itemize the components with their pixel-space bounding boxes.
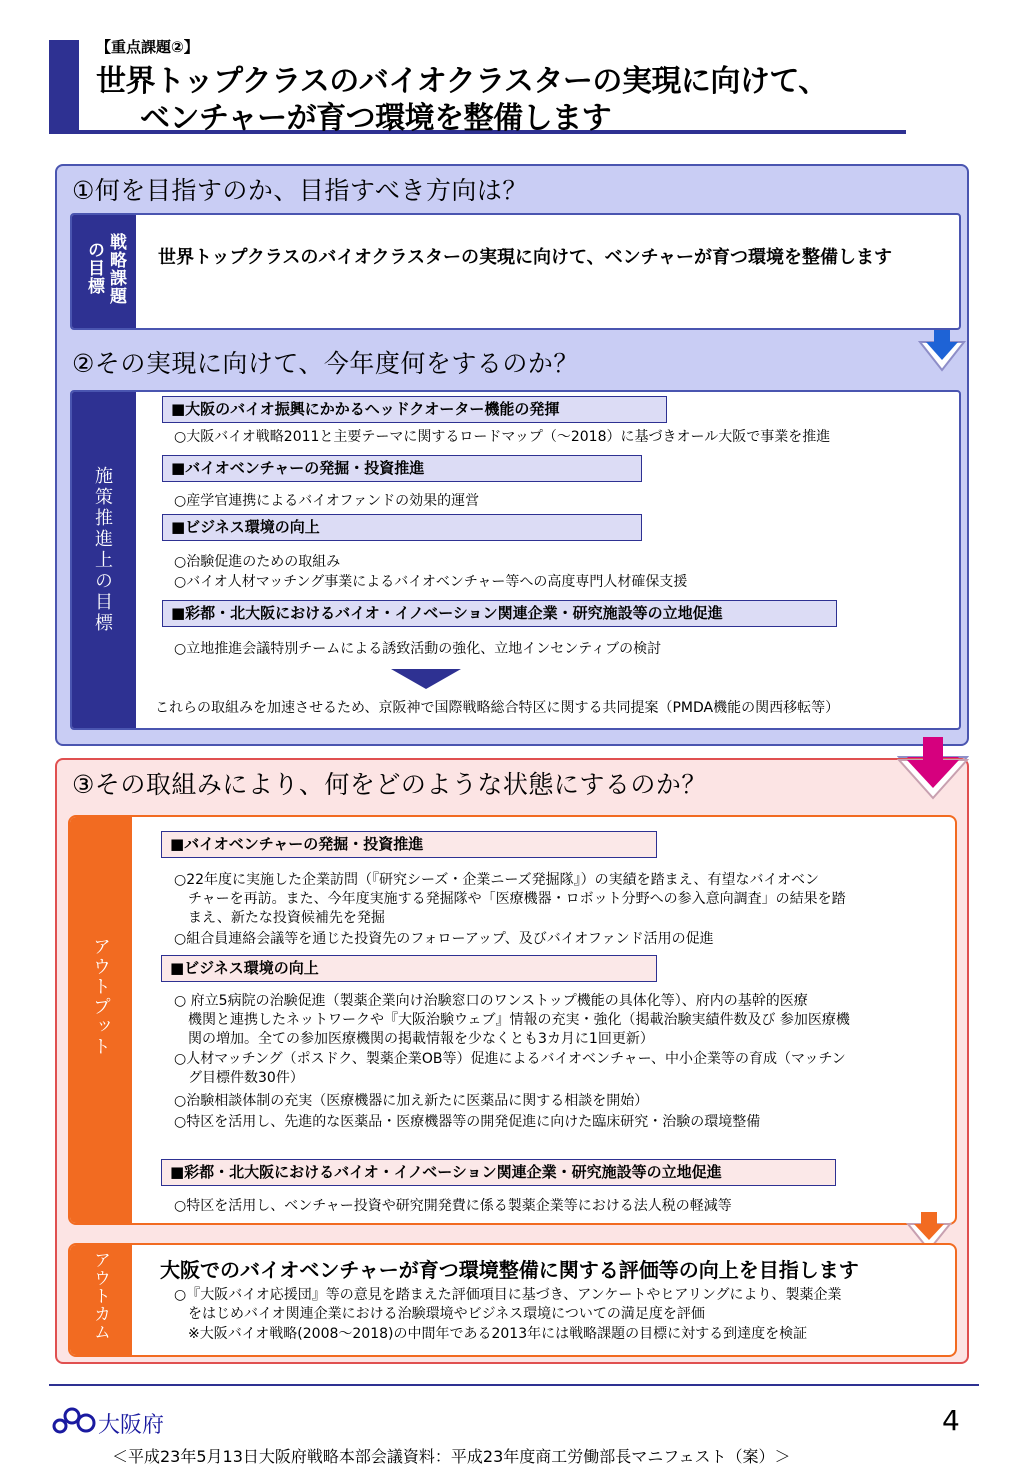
page-number: 4 — [942, 1404, 960, 1437]
output-item-text: 関の増加。全ての参加医療機関の掲載情報を少なくとも3カ月に1回更新） — [174, 1031, 654, 1047]
output-item-text: ○特区を活用し、ベンチャー投資や研究開発費に係る製薬企業等における法人税の軽減等 — [174, 1198, 732, 1214]
policy-item-text: ○産学官連携によるバイオファンドの効果的運営 — [174, 493, 480, 509]
outcome-text: をはじめバイオ関連企業における治験環境やビジネス環境についての満足度を評価 — [174, 1306, 705, 1322]
output-item-header: ■ビジネス環境の向上 — [161, 955, 657, 982]
section2-title: ②その実現に向けて、今年度何をするのか？ — [72, 349, 579, 378]
policy-item-header: ■バイオベンチャーの発掘・投資推進 — [162, 455, 642, 482]
output-item-text: ○治験相談体制の充実（医療機器に加え新たに医薬品に関する相談を開始） — [174, 1093, 649, 1109]
header-tag: 【重点課題②】 — [96, 38, 199, 56]
output-item-text: ○ 府立5病院の治験促進（製薬企業向け治験窓口のワンストップ機能の具体化等）、府内の基幹的医療 — [174, 993, 808, 1009]
policy-summary-text: これらの取組みを加速させるため、京阪神で国際戦略総合特区に関する共同提案（PMDA機能の関西移転等） — [155, 700, 840, 716]
page-title-line2: ベンチャーが育つ環境を整備します — [140, 101, 612, 136]
organization-name: 大阪府 — [98, 1413, 165, 1438]
section3-title: ③その取組みにより、何をどのような状態にするのか？ — [72, 770, 707, 799]
down-arrow-icon — [918, 326, 966, 374]
output-item-text: ○人材マッチング（ポスドク、製薬企業OB等）促進によるバイオベンチャー、中小企業等の育成（マッチン — [174, 1051, 846, 1067]
down-triangle-icon — [391, 669, 461, 689]
strategy-goal-side-label — [72, 215, 136, 328]
output-item-header: ■バイオベンチャーの発掘・投資推進 — [161, 831, 657, 858]
policy-item-header: ■ビジネス環境の向上 — [162, 514, 642, 541]
side-label-col1: 戦略課題 — [106, 233, 126, 305]
footer-note: ＜平成23年5月13日大阪府戦略本部会議資料：平成23年度商工労働部長マニフェスト（案）＞ — [112, 1447, 791, 1466]
outcome-text: ※大阪バイオ戦略(2008～2018)の中間年である2013年には戦略課題の目標に対する到達度を検証 — [174, 1326, 808, 1342]
policy-item-text: ○バイオ人材マッチング事業によるバイオベンチャー等への高度専門人材確保支援 — [174, 574, 688, 590]
output-side-label — [70, 817, 132, 1223]
output-label: アウトプット — [90, 937, 111, 1057]
side-label-col2: の目標 — [84, 241, 104, 295]
down-arrow-icon — [897, 738, 969, 800]
output-item-header: ■彩都・北大阪におけるバイオ・イノベーション関連企業・研究施設等の立地促進 — [161, 1159, 836, 1186]
footer-divider — [49, 1384, 979, 1386]
output-item-text: チャーを再訪。また、今年度実施する発掘隊や「医療機器・ロボット分野への参入意向調査」の結果を踏 — [174, 891, 846, 907]
header-accent-bar — [49, 40, 79, 132]
strategy-goal-box — [70, 213, 961, 330]
outcome-side-label — [70, 1245, 132, 1355]
policy-item-text: ○立地推進会議特別チームによる誘致活動の強化、立地インセンティブの検討 — [174, 641, 662, 657]
output-item-text: まえ、新たな投資候補先を発掘 — [174, 910, 385, 926]
output-item-text: グ目標件数30件） — [174, 1070, 304, 1086]
policy-goals-side-label — [72, 392, 136, 728]
policy-goals-label: 施策推進上の目標 — [92, 466, 113, 634]
output-item-text: ○特区を活用し、先進的な医薬品・医療機器等の開発促進に向けた臨床研究・治験の環境整備 — [174, 1114, 761, 1130]
output-item-text: 機関と連携したネットワークや『大阪治験ウェブ』情報の充実・強化（掲載治験実績件数及び 参加医療機 — [174, 1012, 850, 1028]
section1-title: ①何を目指すのか、目指すべき方向は？ — [72, 176, 528, 205]
output-item-text: ○組合員連絡会議等を通じた投資先のフォローアップ、及びバイオファンド活用の促進 — [174, 931, 714, 947]
outcome-text: ○『大阪バイオ応援団』等の意見を踏まえた評価項目に基づき、アンケートやヒアリングにより、製薬企業 — [174, 1287, 842, 1303]
output-item-text: ○22年度に実施した企業訪問（『研究シーズ・企業ニーズ発掘隊』）の実績を踏まえ、有望なバイオベン — [174, 872, 820, 888]
policy-item-text: ○大阪バイオ戦略2011と主要テーマに関するロードマップ（～2018）に基づきオール大阪で事業を推進 — [174, 429, 831, 445]
outcome-label: アウトカム — [90, 1251, 110, 1341]
osaka-prefecture-logo-icon — [52, 1404, 96, 1438]
page-title-line1: 世界トップクラスのバイオクラスターの実現に向けて、 — [96, 64, 828, 99]
policy-item-header: ■大阪のバイオ振興にかかるヘッドクオーター機能の発揮 — [162, 396, 667, 423]
outcome-title: 大阪でのバイオベンチャーが育つ環境整備に関する評価等の向上を目指します — [160, 1258, 859, 1282]
policy-item-header: ■彩都・北大阪におけるバイオ・イノベーション関連企業・研究施設等の立地促進 — [162, 600, 837, 627]
strategy-goal-text: 世界トップクラスのバイオクラスターの実現に向けて、ベンチャーが育つ環境を整備します — [158, 247, 893, 268]
policy-item-text: ○治験促進のための取組み — [174, 554, 341, 570]
